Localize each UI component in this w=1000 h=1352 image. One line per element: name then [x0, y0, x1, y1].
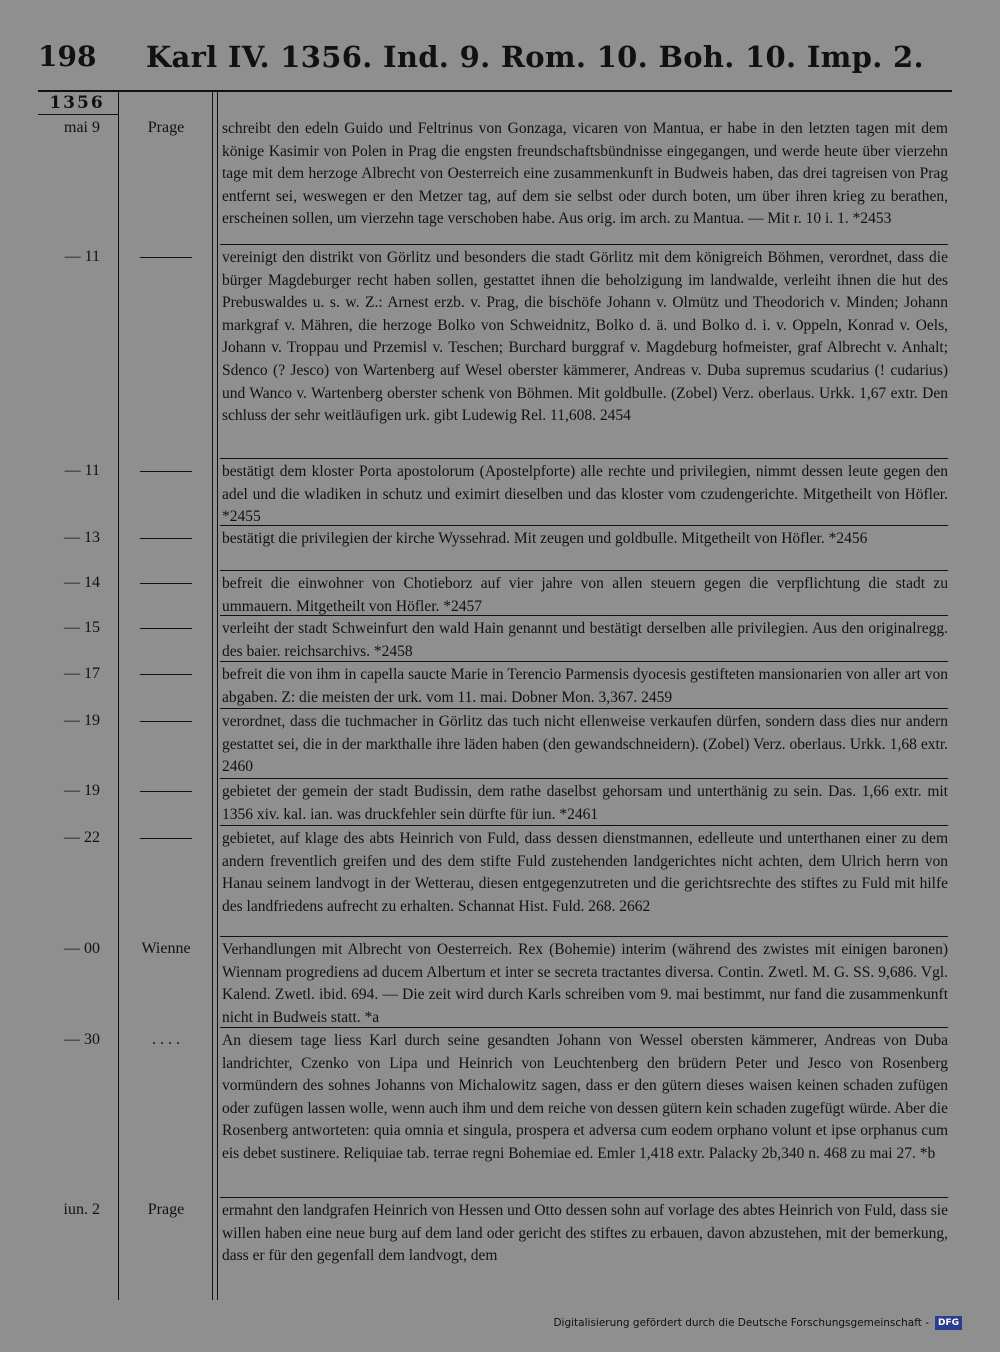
entry-separator: [220, 458, 948, 459]
header-rule: [38, 90, 952, 92]
entry-place-dash: [122, 573, 210, 593]
entry-separator: [220, 1197, 948, 1198]
entry-date: — 00: [64, 940, 100, 957]
column-divider-place-inner: [217, 92, 218, 1300]
entry-text: vereinigt den distrikt von Görlitz und besonders die stadt Görlitz mit dem königreich Böhmen, verordnet, dass die bürger Magdeburger recht haben sollen, gestattet ihnen die beholzigung im landwalde, verleiht ihnen die hut des Prebuswaldes u. s. w. Z.: Arnest erzb. v. Prag, die bischöfe Johann v. Olmütz und Theodorich v. Minden; Johann markgraf v. Mähren, die herzoge Bolko von Schweidnitz, Bolko d. ä. und Bolko d. i. v. Oppeln, Konrad v. Oels, Johann v. Troppau und Przemisl v. Teschen; Burchard burggraf v. Magdeburg hofmeister, graf Albrecht v. Anhalt; Sdenco (? Jesco) von Wartenberg auf Wesel oberster kämmerer, Andreas v. Duba supremus scudarius (! cudarius) und Wanco v. Wartenberg oberster schenk von Böhmen. Mit goldbulle. (Zobel) Verz. oberlaus. Urkk. 1,67 extr. Den schluss der sehr weitläufigen urk. gibt Ludewig Rel. 11,608. 2454: [222, 249, 948, 425]
page-header: [38, 40, 958, 84]
entry-text: bestätigt dem kloster Porta apostolorum (Apostelpforte) alle rechte und privilegien, nimmt dessen leute gegen den adel und die wladiken in schutz und eximirt dieselben und das kloster vom czudengerichte. Mitgetheilt von Höfler. *2455: [222, 463, 948, 526]
entry-text: befreit die einwohner von Chotieborz auf vier jahre von allen steuern gegen die verpflichtung die stadt zu ummauern. Mitgetheilt von Höfler. *2457: [222, 575, 948, 615]
entry-place-dash: [122, 828, 210, 848]
entry-separator: [220, 708, 948, 709]
entry-place-dash: [122, 664, 210, 684]
entry-place: . . . .: [152, 1031, 180, 1048]
entry-date: — 11: [64, 462, 100, 479]
entry-date: — 15: [64, 619, 100, 636]
entry-separator: [220, 825, 948, 826]
dfg-logo: DFG: [935, 1316, 962, 1330]
entry-separator: [220, 244, 948, 245]
entry-date: — 30: [64, 1031, 100, 1048]
entry-date: — 11: [64, 248, 100, 265]
digitization-credit: [553, 1316, 962, 1330]
entry-place-dash: [122, 618, 210, 638]
entry-date: — 17: [64, 665, 100, 682]
entry-separator: [220, 1027, 948, 1028]
entry-text: ermahnt den landgrafen Heinrich von Hessen und Otto dessen sohn auf vorlage des abtes Heinrich von Fuld, dass sie willen haben eine neue burg auf dem land oder gericht des stiftes zu erbauen, davon abzustehen, mit der bemerkung, dass er für den gegenfall dem landvogt, dem: [222, 1202, 948, 1265]
entry-place-dash: [122, 247, 210, 267]
entry-date: mai 9: [64, 119, 100, 136]
entry-date: iun. 2: [63, 1201, 100, 1218]
entry-date: — 13: [64, 529, 100, 546]
entry-separator: [220, 615, 948, 616]
entry-place-dash: [122, 528, 210, 548]
entry-place-dash: [122, 781, 210, 801]
entry-separator: [220, 936, 948, 937]
entry-separator: [220, 661, 948, 662]
column-divider-place: [212, 92, 213, 1300]
year-heading: 1356: [49, 93, 105, 113]
running-head: Karl IV. 1356. Ind. 9. Rom. 10. Boh. 10. Imp. 2.: [146, 40, 924, 74]
entry-text: schreibt den edeln Guido und Feltrinus von Gonzaga, vicaren von Mantua, er habe in den letzten tagen mit dem könige Kasimir von Polen in Prag die engsten freundschaftsbündnisse eingegangen, und werde heute über vierzehn tage mit dem herzoge Albrecht von Oesterreich eine zusammenkunft in Budweis haben, das drei tagreisen von Prag entfernt sei, weswegen er den Metzer tag, auf dem sie selbst oder durch boten, um über ihren krieg zu berathen, erscheinen sollen, um vierzehn tage verschoben habe. Aus orig. im arch. zu Mantua. — Mit r. 10 i. 1. *2453: [222, 120, 948, 228]
entry-text: verleiht der stadt Schweinfurt den wald Hain genannt und bestätigt derselben alle privilegien. Aus den originalregg. des baier. reichsarchivs. *2458: [222, 620, 948, 660]
entry-separator: [220, 525, 948, 526]
entry-place-dash: [122, 461, 210, 481]
entry-date: — 19: [64, 782, 100, 799]
entry-text: befreit die von ihm in capella saucte Marie in Terencio Parmensis dyocesis gestifteten mansionarien von aller art von abgaben. Z: die meisten der urk. vom 11. mai. Dobner Mon. 3,367. 2459: [222, 666, 948, 706]
entry-place: Prage: [147, 119, 185, 136]
entry-text: verordnet, dass die tuchmacher in Görlitz das tuch nicht ellenweise verkaufen dürfen, sondern dass dies nur andern gestattet sei, die in der markthalle ihre läden haben (den gewandschneidern). (Zobel) Verz. oberlaus. Urkk. 1,68 extr. 2460: [222, 713, 948, 776]
entry-text: Verhandlungen mit Albrecht von Oesterreich. Rex (Bohemie) interim (während des zwistes mit einigen baronen) Wiennam progrediens ad ducem Albertum et inter se secreta tractantes diversa. Contin. Zwetl. M. G. SS. 9,686. Vgl. Kalend. Zwetl. ibid. 694. — Die zeit wird durch Karls schreiben vom 9. mai bestimmt, nur fand die zusammenkunft nicht in Budweis statt. *a: [222, 941, 948, 1026]
entry-text: gebietet der gemein der stadt Budissin, dem rathe daselbst gehorsam und unterthänig zu sein. Das. 1,66 extr. mit 1356 xiv. kal. ian. was druckfehler sein dürfte für iun. *2461: [222, 783, 948, 823]
entry-separator: [220, 570, 948, 571]
page-number: 198: [38, 40, 97, 73]
entry-date: — 14: [64, 574, 100, 591]
entry-place-dash: [122, 711, 210, 731]
entry-date: — 19: [64, 712, 100, 729]
column-divider-date: [118, 92, 119, 1300]
entry-text: An diesem tage liess Karl durch seine gesandten Johann von Wessel obersten kämmerer, Andreas von Duba landrichter, Czenko von Lipa und Heinrich von Leuchtenberg den brüdern Peter und Jesco von Rosenberg vormündern des sohnes Johanns von Michalowitz sagen, dass er den gütern dieses waisen keinen schaden zufügen oder zufügen lassen wolle, wenn auch ihm und dem reiche von dessen gütern kein schaden zugefügt würde. Aber die Rosenberg antworteten: quia omnia et singula, prospera et adversa cum eodem orphano volunt et ipse orphanus cum eis debet sustinere. Reliquiae tab. terrae regni Bohemiae ed. Emler 1,418 extr. Palacky 2b,340 n. 468 zu mai 27. *b: [222, 1032, 948, 1162]
entry-text: bestätigt die privilegien der kirche Wyssehrad. Mit zeugen und goldbulle. Mitgetheilt von Höfler. *2456: [222, 530, 868, 547]
entry-place: Prage: [147, 1201, 185, 1218]
entry-separator: [220, 778, 948, 779]
year-rule: [38, 114, 118, 115]
entry-text: gebietet, auf klage des abts Heinrich von Fuld, dass dessen dienstmannen, edelleute und unterthanen einer zu dem andern freventlich greifen und des dem stifte Fuld zustehenden landgerichtes nicht achten, dem Ulrich herrn von Hanau seinem landvogt in der Wetterau, diesen entgegenzutreten und die gerichtsrechte des stiftes zu Fuld mit hilfe des landfriedens aufrecht zu erhalten. Schannat Hist. Fuld. 268. 2662: [222, 830, 948, 915]
entry-place: Wienne: [141, 940, 191, 957]
entry-date: — 22: [64, 829, 100, 846]
credit-text: Digitalisierung gefördert durch die Deutsche Forschungsgemeinschaft -: [553, 1317, 929, 1329]
